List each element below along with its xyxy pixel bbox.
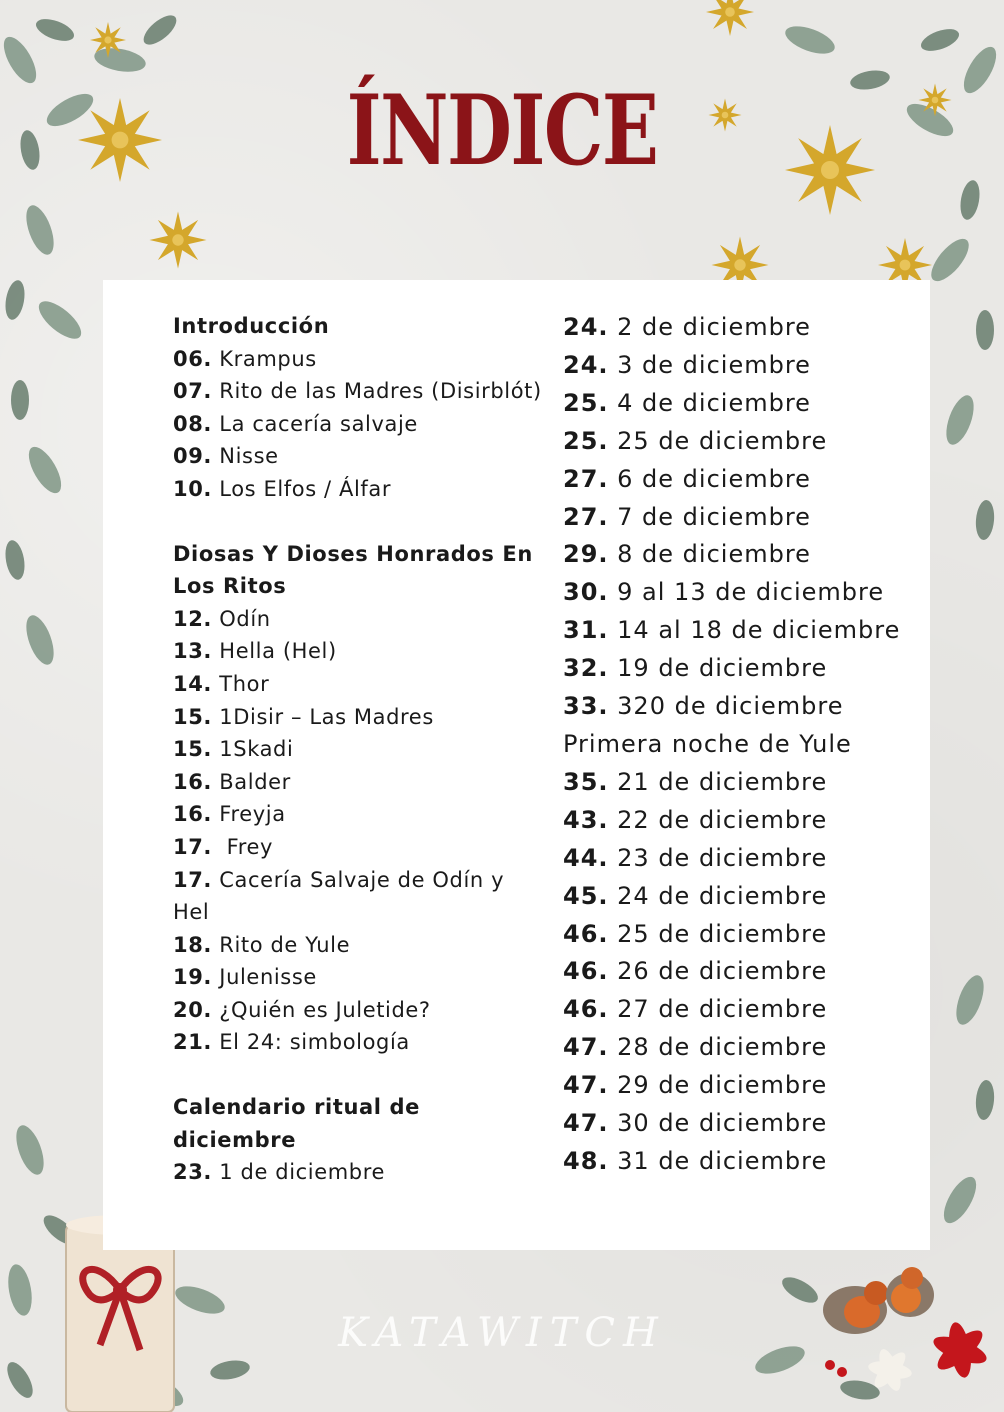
entry-page-number: 13. (173, 639, 213, 664)
toc-entry (563, 916, 933, 954)
entry-title: 1 de diciembre (219, 1160, 386, 1185)
toc-entry (563, 688, 933, 726)
entry-title: Rito de Yule (219, 932, 351, 957)
entry-page-number: 17. (173, 834, 213, 859)
entry-title: 14 al 18 de diciembre (617, 616, 901, 645)
toc-entry (173, 733, 543, 766)
toc-entry (173, 1156, 543, 1189)
entry-title: 1Skadi (219, 737, 294, 762)
entry-page-number: 27. (563, 502, 609, 531)
toc-entry (563, 1067, 933, 1105)
entry-title: 22 de diciembre (617, 805, 828, 834)
section-spacer (173, 1059, 543, 1091)
toc-entry (173, 798, 543, 831)
entry-title: 9 al 13 de diciembre (617, 578, 885, 607)
section-heading: Diosas Y Dioses Honrados En Los Ritos (173, 541, 533, 599)
toc-entry (563, 726, 933, 764)
toc-entry (563, 764, 933, 802)
toc-entry (563, 309, 933, 347)
entry-title: 8 de diciembre (617, 540, 811, 569)
entry-title: 6 de diciembre (617, 464, 811, 493)
entry-title: Balder (219, 769, 291, 794)
entry-title: 21 de diciembre (617, 767, 828, 796)
entry-title: Krampus (219, 346, 317, 371)
toc-entry (173, 994, 543, 1027)
toc-entry (173, 603, 543, 636)
toc-entry (173, 635, 543, 668)
entry-title: 24 de diciembre (617, 881, 828, 910)
entry-title: La cacería salvaje (219, 411, 418, 436)
toc-entry (563, 991, 933, 1029)
toc-entry (563, 347, 933, 385)
toc-entry (173, 701, 543, 734)
entry-title: Rito de las Madres (Disirblót) (219, 379, 542, 404)
entry-page-number: 18. (173, 932, 213, 957)
toc-entry (563, 499, 933, 537)
entry-page-number: 45. (563, 881, 609, 910)
index-right-column (563, 309, 933, 1181)
entry-title: 7 de diciembre (617, 502, 811, 531)
entry-page-number: 19. (173, 965, 213, 990)
entry-page-number: 48. (563, 1146, 609, 1175)
toc-entry (563, 1029, 933, 1067)
entry-title: 31 de diciembre (617, 1146, 828, 1175)
entry-page-number: 32. (563, 654, 609, 683)
entry-title: Nisse (219, 444, 279, 469)
page-title: ÍNDICE (346, 74, 658, 187)
entry-title: 2 de diciembre (617, 313, 811, 341)
entry-page-number: 25. (563, 388, 609, 417)
entry-page-number: 16. (173, 802, 213, 827)
entry-page-number: 16. (173, 769, 213, 794)
entry-page-number: 33. (563, 692, 609, 721)
toc-entry (173, 440, 543, 473)
entry-page-number: 47. (563, 1033, 609, 1062)
toc-entry (173, 668, 543, 701)
entry-title: Primera noche de Yule (563, 729, 852, 758)
entry-page-number: 08. (173, 411, 213, 436)
entry-page-number: 09. (173, 444, 213, 469)
entry-page-number: 25. (563, 426, 609, 455)
entry-page-number: 20. (173, 997, 213, 1022)
toc-entry (563, 461, 933, 499)
entry-page-number: 10. (173, 476, 213, 501)
toc-entry (563, 423, 933, 461)
toc-entry (173, 408, 543, 441)
toc-entry (173, 929, 543, 962)
entry-title: 1Disir – Las Madres (219, 704, 434, 729)
toc-entry (173, 831, 543, 864)
entry-page-number: 47. (563, 1109, 609, 1138)
entry-page-number: 24. (563, 313, 609, 341)
toc-entry (563, 802, 933, 840)
toc-entry (173, 961, 543, 994)
toc-entry (563, 953, 933, 991)
section-heading: Calendario ritual de diciembre (173, 1095, 420, 1152)
toc-entry (173, 343, 543, 376)
entry-title: 28 de diciembre (617, 1033, 828, 1062)
entry-title: 29 de diciembre (617, 1071, 828, 1100)
entry-page-number: 17. (173, 867, 213, 892)
toc-entry (563, 1143, 933, 1181)
entry-page-number: 46. (563, 919, 609, 948)
toc-entry (173, 1026, 543, 1059)
entry-title: Hella (Hel) (219, 639, 337, 664)
toc-entry (563, 878, 933, 916)
entry-title: Los Elfos / Álfar (219, 476, 392, 501)
entry-title: ¿Quién es Juletide? (219, 997, 431, 1022)
entry-title: 30 de diciembre (617, 1109, 828, 1138)
entry-title: 4 de diciembre (617, 388, 811, 417)
entry-title: El 24: simbología (219, 1030, 410, 1055)
entry-page-number: 43. (563, 805, 609, 834)
toc-entry (173, 473, 543, 506)
toc-entry (563, 574, 933, 612)
entry-title: 26 de diciembre (617, 957, 828, 986)
entry-title: Odín (219, 606, 271, 631)
toc-entry (563, 536, 933, 574)
entry-title: 25 de diciembre (617, 919, 828, 948)
entry-page-number: 14. (173, 671, 213, 696)
entry-title: Cacería Salvaje de Odín y Hel (173, 867, 505, 925)
entry-page-number: 30. (563, 578, 609, 607)
entry-page-number: 35. (563, 767, 609, 796)
entry-title: 3 de diciembre (617, 350, 811, 379)
entry-page-number: 29. (563, 540, 609, 569)
index-left-column (173, 310, 543, 1189)
katawitch-signature: KATAWITCH (338, 1310, 666, 1356)
entry-page-number: 46. (563, 957, 609, 986)
section-heading: Introducción (173, 314, 330, 338)
toc-entry (563, 612, 933, 650)
entry-title: 25 de diciembre (617, 426, 828, 455)
entry-page-number: 44. (563, 843, 609, 872)
entry-title: 320 de diciembre (617, 692, 844, 721)
entry-title: Freyja (219, 802, 286, 827)
toc-entry (563, 650, 933, 688)
entry-page-number: 31. (563, 616, 609, 645)
entry-page-number: 46. (563, 995, 609, 1024)
entry-page-number: 12. (173, 606, 213, 631)
toc-entry (563, 1105, 933, 1143)
entry-page-number: 23. (173, 1160, 213, 1185)
toc-entry (563, 840, 933, 878)
entry-page-number: 47. (563, 1071, 609, 1100)
entry-title: Thor (219, 671, 270, 696)
entry-title: 19 de diciembre (617, 654, 828, 683)
entry-page-number: 07. (173, 379, 213, 404)
entry-page-number: 06. (173, 346, 213, 371)
section-spacer (173, 506, 543, 538)
toc-entry (173, 864, 543, 929)
toc-entry (173, 766, 543, 799)
entry-title: Julenisse (219, 965, 317, 990)
entry-title: Frey (226, 834, 274, 859)
toc-entry (563, 385, 933, 423)
entry-title: 27 de diciembre (617, 995, 828, 1024)
entry-page-number: 15. (173, 704, 213, 729)
entry-page-number: 24. (563, 350, 609, 379)
toc-entry (173, 375, 543, 408)
entry-page-number: 27. (563, 464, 609, 493)
entry-page-number: 21. (173, 1030, 213, 1055)
entry-title: 23 de diciembre (617, 843, 828, 872)
entry-page-number: 15. (173, 737, 213, 762)
